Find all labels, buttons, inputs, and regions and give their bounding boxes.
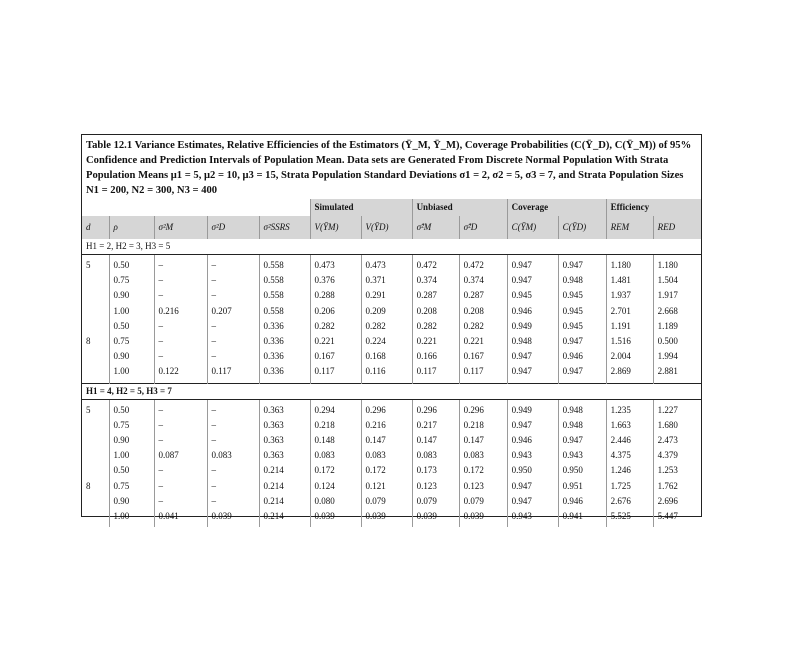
table-cell: 0.558 — [259, 273, 310, 288]
table-cell: 0.083 — [310, 448, 361, 463]
table-cell: 0.943 — [558, 448, 606, 463]
table-cell: 2.869 — [606, 364, 653, 383]
table-cell: 5.525 — [606, 509, 653, 527]
column-header-sigmahat-m: σ̂²M — [412, 216, 459, 239]
table-cell — [82, 509, 109, 527]
table-cell: 0.558 — [259, 255, 310, 274]
table-cell: 0.946 — [507, 304, 558, 319]
table-cell — [82, 319, 109, 334]
table-cell: 1.00 — [109, 364, 154, 383]
table-cell: 0.116 — [361, 364, 412, 383]
data-table — [82, 199, 701, 527]
table-cell: 0.947 — [507, 418, 558, 433]
table-cell — [82, 463, 109, 478]
table-cell: – — [207, 479, 259, 494]
group-header-unbiased: Unbiased — [412, 199, 507, 216]
table-cell: 0.949 — [507, 319, 558, 334]
table-cell: 0.947 — [507, 479, 558, 494]
table-cell: – — [154, 255, 207, 274]
table-cell: 1.762 — [653, 479, 701, 494]
table-cell: 0.208 — [412, 304, 459, 319]
table-cell: 0.216 — [361, 418, 412, 433]
table-cell: 0.945 — [558, 304, 606, 319]
table-cell: 0.50 — [109, 399, 154, 418]
column-header-row — [82, 216, 701, 239]
table-cell: 0.080 — [310, 494, 361, 509]
table-cell: 2.446 — [606, 433, 653, 448]
table-cell: 0.948 — [507, 334, 558, 349]
table-cell: 0.371 — [361, 273, 412, 288]
table-cell: 0.282 — [310, 319, 361, 334]
table-cell: 0.947 — [507, 349, 558, 364]
group-header-row — [82, 199, 701, 216]
table-row — [82, 288, 701, 303]
table-cell: 0.039 — [459, 509, 507, 527]
table-row — [82, 418, 701, 433]
table-cell: 0.50 — [109, 319, 154, 334]
column-header-v-yd: V(ȲD) — [361, 216, 412, 239]
table-cell: 0.123 — [459, 479, 507, 494]
column-header-re-d: RED — [653, 216, 701, 239]
table-cell: 0.948 — [558, 399, 606, 418]
table-cell: 0.148 — [310, 433, 361, 448]
column-header-re-m: REM — [606, 216, 653, 239]
table-cell: 0.296 — [361, 399, 412, 418]
table-cell: 1.227 — [653, 399, 701, 418]
table-cell: 0.287 — [412, 288, 459, 303]
table-cell: 0.949 — [507, 399, 558, 418]
table-cell: 0.282 — [412, 319, 459, 334]
table-cell: 0.943 — [507, 448, 558, 463]
table-cell: 0.083 — [361, 448, 412, 463]
table-cell: 0.079 — [412, 494, 459, 509]
table-cell: – — [207, 255, 259, 274]
table-cell: 0.123 — [412, 479, 459, 494]
table-cell: – — [207, 399, 259, 418]
table-cell: 1.504 — [653, 273, 701, 288]
table-cell — [82, 273, 109, 288]
table-cell: 0.214 — [259, 494, 310, 509]
table-cell: – — [154, 273, 207, 288]
table-cell: 0.376 — [310, 273, 361, 288]
table-cell: 2.676 — [606, 494, 653, 509]
table-cell: – — [154, 319, 207, 334]
table-cell: 0.374 — [412, 273, 459, 288]
table-cell: 0.208 — [459, 304, 507, 319]
table-cell: 0.558 — [259, 288, 310, 303]
table-cell: 1.246 — [606, 463, 653, 478]
table-cell: 0.947 — [507, 494, 558, 509]
table-cell: 0.083 — [207, 448, 259, 463]
table-cell: 0.079 — [459, 494, 507, 509]
table-cell: – — [154, 433, 207, 448]
table-cell: 0.943 — [507, 509, 558, 527]
table-frame — [81, 134, 702, 522]
table-cell: 1.917 — [653, 288, 701, 303]
table-cell: 0.218 — [310, 418, 361, 433]
table-cell: 0.500 — [653, 334, 701, 349]
table-cell: 0.117 — [207, 364, 259, 383]
table-cell: 0.291 — [361, 288, 412, 303]
table-cell: – — [154, 463, 207, 478]
table-cell: 0.167 — [310, 349, 361, 364]
table-cell: 0.950 — [507, 463, 558, 478]
column-header-c-ym: C(ȲM) — [507, 216, 558, 239]
table-cell: 1.680 — [653, 418, 701, 433]
table-cell: 0.945 — [507, 288, 558, 303]
table-cell — [82, 304, 109, 319]
table-cell: 0.217 — [412, 418, 459, 433]
table-cell: 0.946 — [507, 433, 558, 448]
table-cell: 0.947 — [558, 334, 606, 349]
table-cell: 0.945 — [558, 319, 606, 334]
table-cell: 0.363 — [259, 399, 310, 418]
table-cell: 0.167 — [459, 349, 507, 364]
table-row — [82, 448, 701, 463]
table-cell: 0.558 — [259, 304, 310, 319]
table-cell: 2.473 — [653, 433, 701, 448]
table-cell: 0.294 — [310, 399, 361, 418]
column-header-sigmahat-d: σ̂²D — [459, 216, 507, 239]
table-body — [82, 239, 701, 527]
table-cell: 0.336 — [259, 349, 310, 364]
table-cell: 0.363 — [259, 433, 310, 448]
table-row — [82, 273, 701, 288]
table-cell — [82, 494, 109, 509]
table-row — [82, 334, 701, 349]
column-header-c-yd: C(ȲD) — [558, 216, 606, 239]
table-cell: 0.282 — [459, 319, 507, 334]
table-cell: – — [207, 494, 259, 509]
table-cell: – — [154, 288, 207, 303]
table-cell: 0.947 — [558, 433, 606, 448]
section-label: H1 = 4, H2 = 5, H3 = 7 — [82, 383, 701, 399]
table-cell: – — [154, 418, 207, 433]
table-row — [82, 463, 701, 478]
table-cell: 0.336 — [259, 319, 310, 334]
table-cell: 0.288 — [310, 288, 361, 303]
table-cell: 0.296 — [412, 399, 459, 418]
table-cell: 0.947 — [558, 255, 606, 274]
table-cell: 2.696 — [653, 494, 701, 509]
table-row — [82, 364, 701, 383]
table-cell — [82, 349, 109, 364]
column-header-d: d — [82, 216, 109, 239]
table-cell: – — [207, 433, 259, 448]
table-cell: 0.124 — [310, 479, 361, 494]
table-row — [82, 319, 701, 334]
table-cell: 0.209 — [361, 304, 412, 319]
table-cell: – — [154, 479, 207, 494]
table-row — [82, 509, 701, 527]
table-cell: 0.122 — [154, 364, 207, 383]
table-cell: 0.75 — [109, 334, 154, 349]
table-cell: 0.287 — [459, 288, 507, 303]
column-header-sigma-d: σ²D — [207, 216, 259, 239]
table-cell: 2.881 — [653, 364, 701, 383]
table-cell: 0.207 — [207, 304, 259, 319]
table-cell: 0.214 — [259, 509, 310, 527]
table-cell: 0.172 — [361, 463, 412, 478]
table-cell: 0.147 — [412, 433, 459, 448]
table-cell: 0.946 — [558, 494, 606, 509]
table-cell: 0.083 — [459, 448, 507, 463]
table-row — [82, 255, 701, 274]
group-header-blank — [82, 199, 310, 216]
table-cell: 4.379 — [653, 448, 701, 463]
table-cell — [82, 364, 109, 383]
table-cell: – — [154, 494, 207, 509]
table-cell: 0.75 — [109, 418, 154, 433]
table-row — [82, 399, 701, 418]
table-cell: 1.253 — [653, 463, 701, 478]
column-header-sigma-ssrs: σ²SSRS — [259, 216, 310, 239]
table-cell: 0.147 — [361, 433, 412, 448]
table-cell: 0.948 — [558, 273, 606, 288]
table-cell: 0.363 — [259, 448, 310, 463]
table-cell: 0.221 — [412, 334, 459, 349]
table-cell: – — [207, 273, 259, 288]
table-cell: 1.235 — [606, 399, 653, 418]
table-cell: 0.472 — [412, 255, 459, 274]
table-cell: – — [207, 349, 259, 364]
table-cell: 0.296 — [459, 399, 507, 418]
table-cell — [82, 433, 109, 448]
table-cell: 0.216 — [154, 304, 207, 319]
table-cell: 4.375 — [606, 448, 653, 463]
table-cell: – — [154, 334, 207, 349]
table-cell — [82, 448, 109, 463]
table-cell: 0.117 — [412, 364, 459, 383]
table-cell: 1.180 — [653, 255, 701, 274]
table-cell: 0.282 — [361, 319, 412, 334]
table-cell: 1.516 — [606, 334, 653, 349]
table-cell: 0.039 — [412, 509, 459, 527]
table-caption: Table 12.1 Variance Estimates, Relative Efficiencies of the Estimators (Ȳ_M, Ȳ_M), Coverage Probabilities (C(Ȳ_D), C(Ȳ_M)) of 95% Confidence and Prediction Intervals of Population Mean. Data sets are Generated From Discrete Normal Population With Strata Population Means μ1 = 5, μ2 = 10, μ3 = 15, Strata Population Standard Deviations σ1 = 2, σ2 = 5, σ3 = 7, and Strata Population Sizes N1 = 200, N2 = 300, N3 = 400 — [86, 140, 692, 196]
table-cell: – — [154, 349, 207, 364]
table-cell: 0.224 — [361, 334, 412, 349]
table-cell: 2.668 — [653, 304, 701, 319]
table-cell: 0.947 — [507, 255, 558, 274]
table-cell: – — [207, 334, 259, 349]
table-cell: 1.00 — [109, 509, 154, 527]
table-cell: 1.725 — [606, 479, 653, 494]
table-cell: 0.90 — [109, 494, 154, 509]
table-cell: 0.473 — [361, 255, 412, 274]
table-cell: 0.218 — [459, 418, 507, 433]
table-cell: 0.75 — [109, 273, 154, 288]
table-row — [82, 349, 701, 364]
table-cell: 0.168 — [361, 349, 412, 364]
table-cell: 0.172 — [310, 463, 361, 478]
table-cell: 0.121 — [361, 479, 412, 494]
table-cell: 0.173 — [412, 463, 459, 478]
table-cell: 0.374 — [459, 273, 507, 288]
column-header-rho: ρ — [109, 216, 154, 239]
table-cell: 0.947 — [507, 273, 558, 288]
table-cell: 5 — [86, 260, 91, 270]
group-header-efficiency: Efficiency — [606, 199, 701, 216]
table-cell: 0.336 — [259, 364, 310, 383]
table-cell: 0.041 — [154, 509, 207, 527]
table-cell: 0.039 — [310, 509, 361, 527]
table-cell: 8 — [86, 336, 91, 347]
table-cell: 0.363 — [259, 418, 310, 433]
table-cell: 1.994 — [653, 349, 701, 364]
table-cell: 0.90 — [109, 288, 154, 303]
table-cell: 1.189 — [653, 319, 701, 334]
table-cell: 0.946 — [558, 349, 606, 364]
table-cell: – — [207, 319, 259, 334]
table-cell: 1.481 — [606, 273, 653, 288]
table-cell: 0.117 — [310, 364, 361, 383]
table-cell: 0.90 — [109, 433, 154, 448]
table-cell: 0.079 — [361, 494, 412, 509]
table-cell: 0.172 — [459, 463, 507, 478]
group-header-simulated: Simulated — [310, 199, 412, 216]
table-cell: 0.90 — [109, 349, 154, 364]
table-cell: 0.941 — [558, 509, 606, 527]
table-cell: – — [207, 418, 259, 433]
table-cell: 1.00 — [109, 448, 154, 463]
table-cell: – — [154, 399, 207, 418]
table-cell: 0.039 — [207, 509, 259, 527]
table-cell: 0.214 — [259, 463, 310, 478]
column-header-sigma-m: σ²M — [154, 216, 207, 239]
table-row — [82, 494, 701, 509]
table-cell: 0.951 — [558, 479, 606, 494]
table-cell: 0.50 — [109, 255, 154, 274]
section-header-row — [82, 383, 701, 399]
table-cell: 0.166 — [412, 349, 459, 364]
table-row — [82, 304, 701, 319]
column-header-v-ym: V(ȲM) — [310, 216, 361, 239]
table-cell: 0.083 — [412, 448, 459, 463]
table-cell: 0.117 — [459, 364, 507, 383]
table-cell: 2.004 — [606, 349, 653, 364]
table-cell: 0.039 — [361, 509, 412, 527]
table-cell: 2.701 — [606, 304, 653, 319]
table-cell: 0.221 — [459, 334, 507, 349]
table-cell: 1.180 — [606, 255, 653, 274]
table-cell: – — [207, 463, 259, 478]
section-label: H1 = 2, H2 = 3, H3 = 5 — [82, 239, 701, 255]
group-header-coverage: Coverage — [507, 199, 606, 216]
table-cell: – — [207, 288, 259, 303]
table-cell: 1.937 — [606, 288, 653, 303]
table-row — [82, 433, 701, 448]
section-header-row — [82, 239, 701, 255]
table-cell: 8 — [86, 480, 91, 491]
table-row — [82, 479, 701, 494]
table-cell: 1.191 — [606, 319, 653, 334]
table-cell: 1.663 — [606, 418, 653, 433]
table-cell — [82, 288, 109, 303]
table-cell: 0.214 — [259, 479, 310, 494]
table-cell: 0.948 — [558, 418, 606, 433]
table-cell: 0.472 — [459, 255, 507, 274]
table-cell: 0.206 — [310, 304, 361, 319]
table-cell: 0.75 — [109, 479, 154, 494]
table-cell: 0.087 — [154, 448, 207, 463]
table-cell: 0.473 — [310, 255, 361, 274]
table-cell: 0.945 — [558, 288, 606, 303]
table-cell: 5 — [86, 404, 91, 415]
table-cell: 0.947 — [507, 364, 558, 383]
table-cell: 0.950 — [558, 463, 606, 478]
table-cell: 5.447 — [653, 509, 701, 527]
table-cell — [82, 418, 109, 433]
table-cell: 0.147 — [459, 433, 507, 448]
table-cell: 0.50 — [109, 463, 154, 478]
table-cell: 0.221 — [310, 334, 361, 349]
table-cell: 0.336 — [259, 334, 310, 349]
table-cell: 0.947 — [558, 364, 606, 383]
table-cell: 1.00 — [109, 304, 154, 319]
